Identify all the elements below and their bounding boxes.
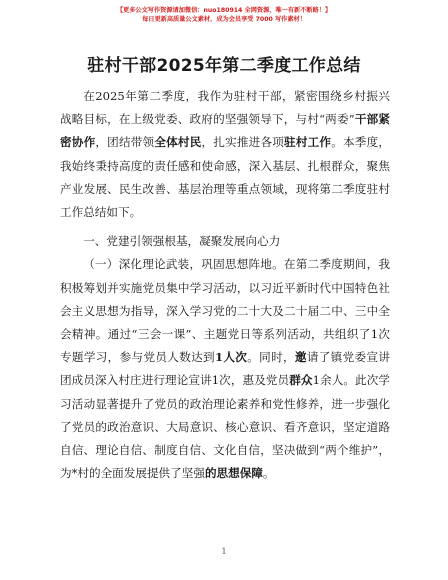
sub1-text-4: 1余人。此次学习活动显著提升了党员的政治理论素养和党性修养，进一步强化了党员的政治意识、大局意识、核心意识、看齐意识，坚定道路自信、理论自信、制度自信、文化自信，坚决做到“两个维护”，为*村的全面发展提供了坚强 [60, 373, 390, 481]
intro-text-4: 。本季度，我始终秉持高度的责任感和使命感，深入基层、扎根群众，聚焦产业发展、民生改善、基层治理等重点领域，现将第二季度驻村工作总结如下。 [60, 135, 390, 220]
promo-banner-line-1: 【更多公文写作资源请加微信：nuo180914 全网资源，唯一有新不断路！】 [116, 7, 332, 14]
section-heading-1: 一、党建引领强根基，凝聚发展向心力 [83, 234, 281, 249]
intro-bold-1: 干部紧密协作 [60, 112, 390, 150]
sub1-text-1: （一）深化理论武装，巩固思想阵地。在第二季度期间，我积极筹划并实施党员集中学习活动，以习近平新时代中国特色社会主义思想为指导，深入学习党的二十大及二十届二中、三中全会精神。通过“三会一课”、主题党日等系列活动，共组织了1次专题学习，参与党员人数达到 [60, 257, 390, 365]
intro-text-2: ，团结带领 [95, 135, 155, 150]
intro-text-3: ，扎实推进各项 [201, 135, 285, 150]
intro-bold-3: 驻村工作 [284, 135, 332, 150]
intro-paragraph [60, 85, 390, 224]
sub1-bold-4: 的思想保障 [204, 466, 263, 481]
intro-bold-2: 全体村民 [154, 135, 202, 150]
sub1-text-3: 请了镇党委宣讲团成员深入村庄进行理论宣讲1次，惠及党员 [60, 350, 390, 388]
subsection-paragraph-1 [60, 253, 390, 485]
sub1-text-5: 。 [262, 466, 275, 481]
promo-banner-line-2: 每日更新高质量公文素材，成为会员享受 7000 写作素材！ [142, 16, 306, 23]
promo-banner [0, 6, 448, 24]
sub1-bold-2: 邀 [294, 350, 307, 365]
page-number: 1 [221, 547, 227, 556]
document-title: 驻村干部2025年第二季度工作总结 [87, 56, 361, 76]
sub1-bold-1: 1人次 [214, 350, 248, 365]
document-body [60, 85, 390, 485]
intro-text-1: 在2025年第二季度，我作为驻村干部，紧密围绕乡村振兴战略目标，在上级党委、政府的坚强领导下，与村“两委” [60, 89, 390, 127]
sub1-text-2: 。同时， [247, 350, 295, 365]
sub1-bold-3: 群众 [289, 373, 313, 388]
